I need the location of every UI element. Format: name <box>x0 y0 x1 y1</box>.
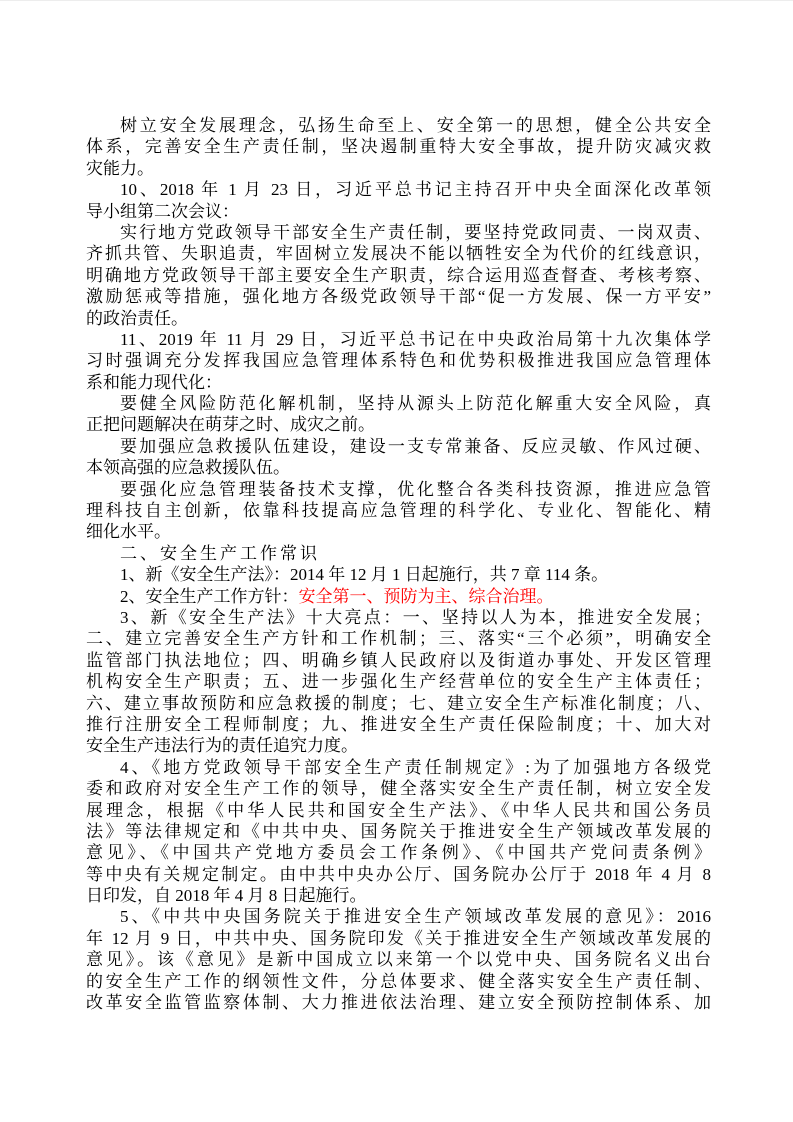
text-line <box>86 800 711 821</box>
text-line <box>86 521 711 542</box>
text-line <box>86 201 711 222</box>
text-segment: 推行注册安全工程师制度；九、推进安全生产责任保险制度；十、加大对 <box>86 714 711 734</box>
text-segment: 导小组第二次会议： <box>86 201 239 221</box>
text-segment: 要健全风险防范化解机制，坚持从源头上防范化解重大安全风险，真 <box>120 394 711 414</box>
text-line <box>86 393 711 414</box>
text-line <box>86 628 711 649</box>
text-segment: 监管部门执法地位；四、明确乡镇人民政府以及街道办事处、开发区管理 <box>86 650 711 670</box>
text-line <box>86 885 711 906</box>
text-line <box>86 821 711 842</box>
text-line <box>86 906 711 927</box>
text-line <box>86 179 711 200</box>
text-line <box>86 136 711 157</box>
text-segment: 细化水平。 <box>86 522 171 542</box>
text-segment: 安全生产违法行为的责任追究力度。 <box>86 736 358 756</box>
text-line <box>86 329 711 350</box>
text-segment: 习时强调充分发挥我国应急管理体系特色和优势积极推进我国应急管理体 <box>86 351 711 371</box>
text-segment: 要强化应急管理装备技术支撑，优化整合各类科技资源，推进应急管 <box>120 479 711 499</box>
text-segment: 3、新《安全生产法》十大亮点：一、坚持以人为本，推进安全发展； <box>120 607 711 627</box>
text-line <box>86 222 711 243</box>
text-segment: 齐抓共管、失职追责，牢固树立发展决不能以牺牲安全为代价的红线意识， <box>86 244 711 264</box>
text-line <box>86 671 711 692</box>
text-line <box>86 564 711 585</box>
text-segment: 日印发，自 2018 年 4 月 8 日起施行。 <box>86 886 367 906</box>
text-segment: 委和政府对安全生产工作的领导，健全落实安全生产责任制，树立安全发 <box>86 779 711 799</box>
text-line <box>86 650 711 671</box>
text-segment: 激励惩戒等措施，强化地方各级党政领导干部“促一方发展、保一方平安” <box>86 287 711 307</box>
text-segment: 年 12 月 9 日，中共中央、国务院印发《关于推进安全生产领域改革发展的 <box>86 928 711 948</box>
text-segment: 二、安全生产工作常识 <box>120 543 320 563</box>
text-line <box>86 949 711 970</box>
text-line <box>86 714 711 735</box>
text-segment: 10、2018 年 1 月 23 日，习近平总书记主持召开中央全面深化改革领 <box>120 180 711 200</box>
text-line <box>86 350 711 371</box>
text-segment: 11、2019 年 11 月 29 日，习近平总书记在中央政治局第十九次集体学 <box>120 329 711 349</box>
text-line <box>86 778 711 799</box>
text-segment: 机构安全生产职责；五、进一步强化生产经营单位的安全生产主体责任； <box>86 672 711 692</box>
text-segment: 体系，完善安全生产责任制，坚决遏制重特大安全事故，提升防灾减灾救 <box>86 137 711 157</box>
text-line <box>86 286 711 307</box>
text-line <box>86 115 711 136</box>
text-line <box>86 842 711 863</box>
text-line <box>86 735 711 756</box>
text-segment: 的政治责任。 <box>86 308 188 328</box>
text-line <box>86 607 711 628</box>
text-segment: 展理念，根据《中华人民共和国安全生产法》、《中华人民共和国公务员 <box>86 800 711 820</box>
text-segment: 2、安全生产工作方针： <box>120 586 299 606</box>
text-line <box>86 586 711 607</box>
text-segment: 理科技自主创新，依靠科技提高应急管理的科学化、专业化、智能化、精 <box>86 501 711 521</box>
text-line <box>86 500 711 521</box>
text-segment: 意见》。该《意见》是新中国成立以来第一个以党中央、国务院名义出台 <box>86 950 711 970</box>
text-segment: 意见》、《中国共产党地方委员会工作条例》、《中国共产党问责条例》 <box>86 843 711 863</box>
text-segment: 灾能力。 <box>86 158 154 178</box>
text-segment: 法》等法律规定和《中共中央、国务院关于推进安全生产领域改革发展的 <box>86 821 711 841</box>
text-segment: 4、《地方党政领导干部安全生产责任制规定》:为了加强地方各级党 <box>120 757 711 777</box>
text-line <box>86 693 711 714</box>
text-segment: 1、新《安全生产法》：2014 年 12 月 1 日起施行，共 7 章 114 条。 <box>120 565 609 585</box>
text-line <box>86 971 711 992</box>
text-segment: 的安全生产工作的纲领性文件，分总体要求、健全落实安全生产责任制、 <box>86 971 711 991</box>
text-line <box>86 414 711 435</box>
text-line <box>86 243 711 264</box>
text-line <box>86 757 711 778</box>
text-segment: 改革安全监管监察体制、大力推进依法治理、建立安全预防控制体系、加 <box>86 993 711 1013</box>
text-line <box>86 372 711 393</box>
text-line <box>86 479 711 500</box>
text-segment: 明确地方党政领导干部主要安全生产职责，综合运用巡查督查、考核考察、 <box>86 265 711 285</box>
text-segment: 六、建立事故预防和应急救援的制度；七、建立安全生产标准化制度；八、 <box>86 693 711 713</box>
text-line <box>86 436 711 457</box>
text-segment: 5、《中共中央国务院关于推进安全生产领域改革发展的意见》：2016 <box>120 907 711 927</box>
text-line <box>86 308 711 329</box>
text-segment: 正把问题解决在萌芽之时、成灾之前。 <box>86 415 375 435</box>
section-heading <box>86 543 711 564</box>
text-line <box>86 265 711 286</box>
text-segment: 等中央有关规定制定。由中共中央办公厅、国务院办公厅于 2018 年 4 月 8 <box>86 864 711 884</box>
text-segment: 实行地方党政领导干部安全生产责任制，要坚持党政同责、一岗双责、 <box>120 222 711 242</box>
text-segment: 系和能力现代化： <box>86 372 222 392</box>
text-segment: 本领高强的应急救援队伍。 <box>86 458 290 478</box>
text-line <box>86 992 711 1013</box>
text-segment: 树立安全发展理念，弘扬生命至上、安全第一的思想，健全公共安全 <box>120 116 711 135</box>
text-line <box>86 457 711 478</box>
text-segment: 要加强应急救援队伍建设，建设一支专常兼备、反应灵敏、作风过硬、 <box>120 436 711 456</box>
red-emphasis-text: 安全第一、预防为主、综合治理。 <box>298 586 554 606</box>
text-line <box>86 928 711 949</box>
text-segment: 二、建立完善安全生产方针和工作机制；三、落实“三个必须”，明确安全 <box>86 629 711 649</box>
text-line <box>86 864 711 885</box>
text-line <box>86 158 711 179</box>
document-page <box>86 115 711 1013</box>
